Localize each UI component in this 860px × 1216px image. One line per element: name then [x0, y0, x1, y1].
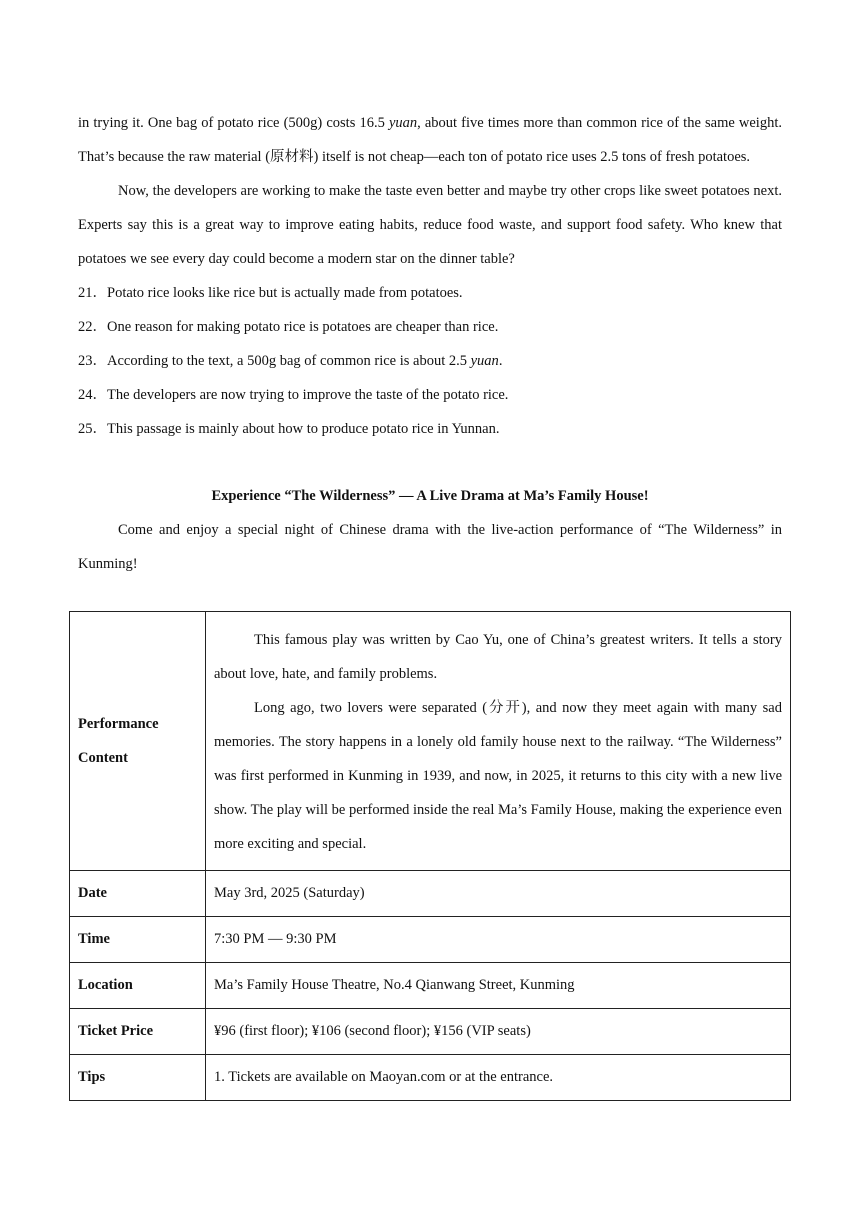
table-row: [70, 871, 791, 917]
table-row: [70, 917, 791, 963]
question-number: 22．: [78, 319, 107, 335]
question-text: The developers are now trying to improve the taste of the potato rice.: [107, 387, 509, 403]
row-value-date: May 3rd, 2025 (Saturday): [206, 871, 791, 917]
question-number: 25．: [78, 421, 107, 437]
content-paragraph-1: This famous play was written by Cao Yu, one of China’s greatest writers. It tells a story about love, hate, and family problems.: [214, 632, 782, 682]
row-value-ticket-price: ¥96 (first floor); ¥106 (second floor); ¥156 (VIP seats): [206, 1009, 791, 1055]
currency-italic: yuan: [388, 115, 418, 131]
row-label-tips: Tips: [70, 1055, 206, 1101]
row-label-location: Location: [70, 963, 206, 1009]
table-row: [70, 612, 791, 871]
question-23: [78, 344, 782, 378]
label-line: Content: [78, 750, 128, 766]
ad-intro: Come and enjoy a special night of Chinese drama with the live-action performance of “The Wilderness” in Kunming!: [78, 522, 782, 572]
question-25: [78, 412, 782, 446]
row-label-time: Time: [70, 917, 206, 963]
row-label-date: Date: [70, 871, 206, 917]
ad-title: Experience “The Wilderness” — A Live Drama at Ma’s Family House!: [211, 488, 649, 504]
event-info-table: [69, 611, 791, 1101]
question-22: [78, 310, 782, 344]
question-text: Potato rice looks like rice but is actually made from potatoes.: [107, 285, 463, 301]
label-line: Performance: [78, 716, 159, 732]
passage-paragraph-2: Now, the developers are working to make the taste even better and maybe try other crops like sweet potatoes next. Experts say this is a great way to improve eating habits, reduce food waste, and support food safety. Who knew that potatoes we see every day could become a modern star on the dinner table?: [78, 183, 782, 267]
question-text: One reason for making potato rice is potatoes are cheaper than rice.: [107, 319, 499, 335]
row-value-time: 7:30 PM — 9:30 PM: [206, 917, 791, 963]
question-number: 23．: [78, 353, 107, 369]
question-number: 21．: [78, 285, 107, 301]
question-24: [78, 378, 782, 412]
row-label-ticket-price: Ticket Price: [70, 1009, 206, 1055]
question-text: .: [498, 353, 503, 369]
paragraph-text: , about five times more than common rice of the same weight. That’s because the raw material (原材料) itself is not cheap—each ton of potato rice uses 2.5 tons of fresh potatoes.: [78, 115, 782, 165]
question-text: This passage is mainly about how to produce potato rice in Yunnan.: [107, 421, 500, 437]
table-row: [70, 1055, 791, 1101]
row-value-tips: 1. Tickets are available on Maoyan.com or at the entrance.: [206, 1055, 791, 1101]
question-number: 24．: [78, 387, 107, 403]
passage-paragraph-1: [78, 106, 782, 174]
paragraph-text: in trying it. One bag of potato rice (500g) costs 16.5: [78, 115, 389, 131]
content-paragraph-2: Long ago, two lovers were separated (分开), and now they meet again with many sad memories. The story happens in a lonely old family house next to the railway. “The Wilderness” was first performed in Kunming in 1939, and now, in 2025, it returns to this city with a new live show. The play will be performed inside the real Ma’s Family House, making the experience even more exciting and special.: [214, 700, 782, 852]
table-row: [70, 963, 791, 1009]
row-label-performance-content: [70, 612, 206, 871]
passage-body: [78, 106, 782, 581]
question-text: According to the text, a 500g bag of common rice is about 2.5: [107, 353, 471, 369]
row-value-performance-content: [206, 612, 791, 871]
question-21: [78, 276, 782, 310]
currency-italic: yuan: [470, 353, 499, 369]
table-row: [70, 1009, 791, 1055]
row-value-location: Ma’s Family House Theatre, No.4 Qianwang Street, Kunming: [206, 963, 791, 1009]
